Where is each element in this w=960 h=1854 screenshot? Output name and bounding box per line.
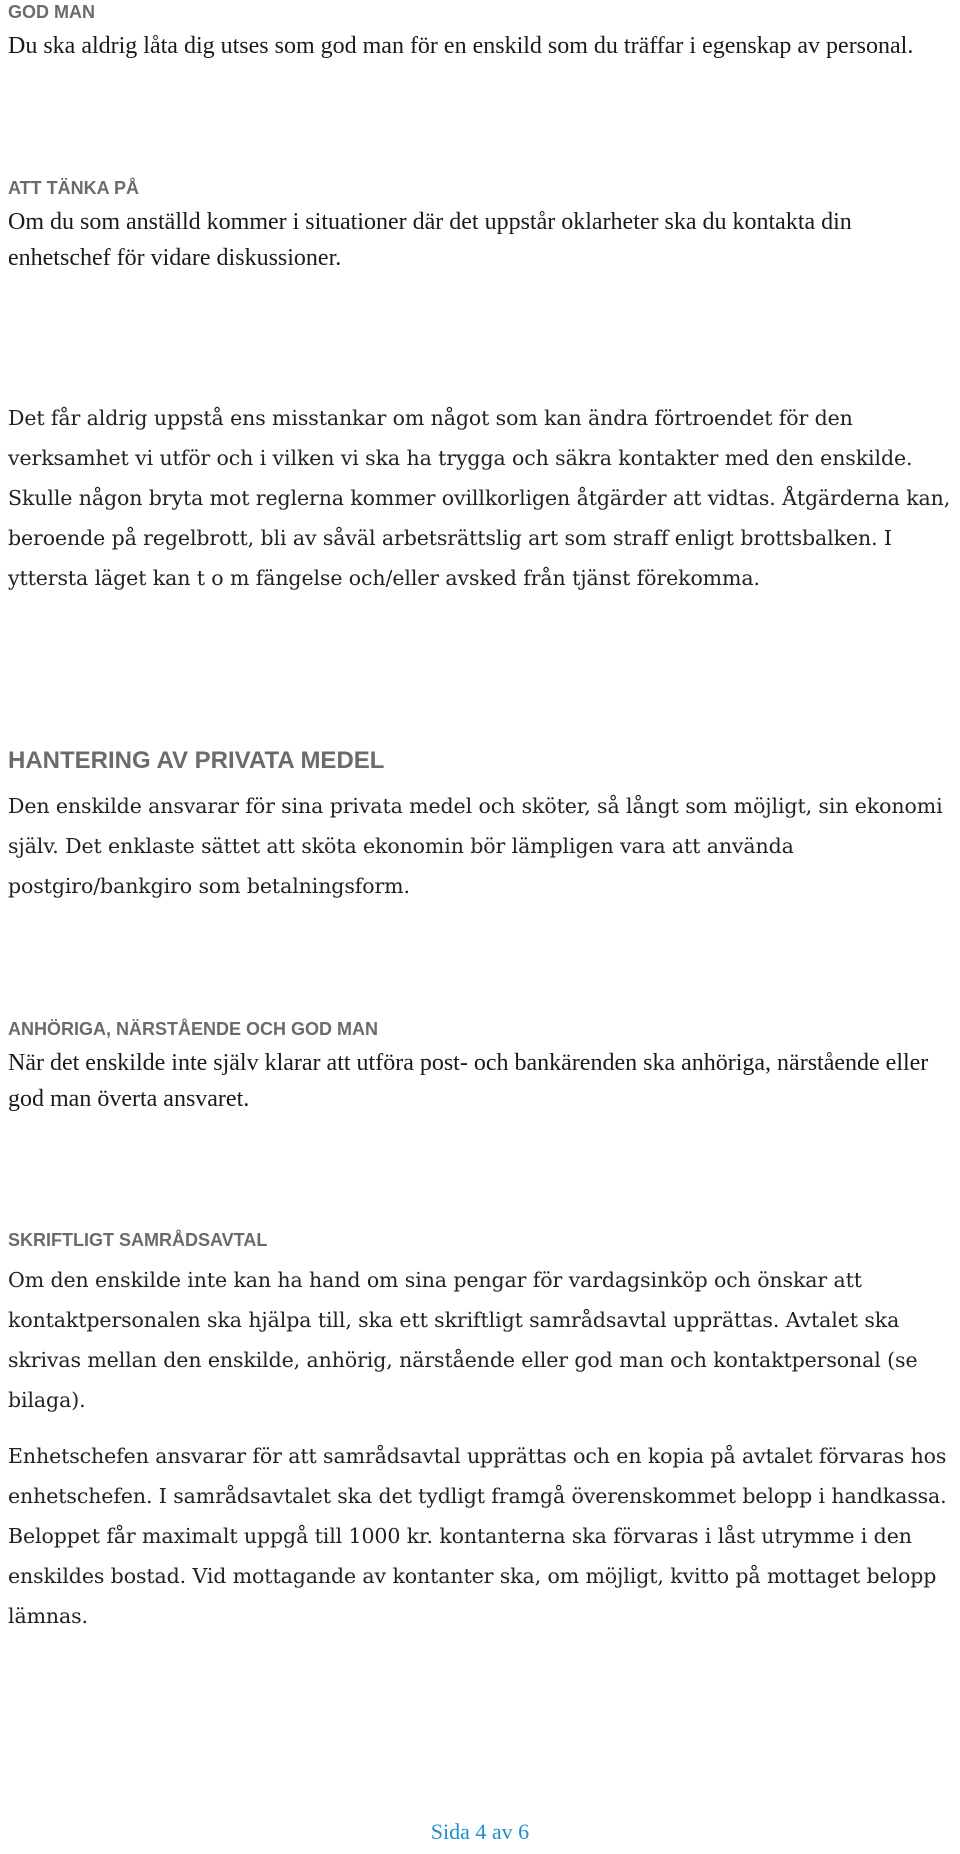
heading-hantering: HANTERING AV PRIVATA MEDEL — [8, 747, 385, 774]
page-number: Sida 4 av 6 — [430, 1819, 530, 1844]
heading-god-man: GOD MAN — [8, 2, 95, 22]
text-misstankar: Det får aldrig uppstå ens misstankar om något som kan ändra förtroendet för den verksamhet vi utför och i vilken vi ska ha trygga och säkra kontakter med den enskilde. Skulle någon bryta mot reglerna kommer ovillkorligen åtgärder att vidtas. Åtgärderna kan, beroende på regelbrott, bli av såväl arbetsrättslig art som straff enligt brottsbalken. I yttersta läget kan t o m fängelse och/eller avsked från tjänst förekomma. — [8, 406, 951, 590]
text-samradsavtal: Om den enskilde inte kan ha hand om sina pengar för vardagsinköp och önskar att kontaktpersonalen ska hjälpa till, ska ett skriftligt samrådsavtal upprättas. Avtalet ska skrivas mellan den enskilde, anhörig, närstående eller god man och kontaktpersonal (se bilaga). — [8, 1268, 918, 1412]
section-samradsavtal — [8, 1228, 952, 1636]
text-att-tanka-pa: Om du som anställd kommer i situationer där det uppstår oklarheter ska du kontakta din enhetschef för vidare diskussioner. — [8, 209, 852, 271]
heading-anhoriga: ANHÖRIGA, NÄRSTÅENDE OCH GOD MAN — [8, 1019, 379, 1039]
text-samradsavtal-2: Enhetschefen ansvarar för att samrådsavtal upprättas och en kopia på avtalet förvaras hos enhetschefen. I samrådsavtalet ska det tydligt framgå överenskommet belopp i handkassa. Beloppet får maximalt uppgå till 1000 kr. kontanterna ska förvaras i låst utrymme i den enskildes bostad. Vid mottagande av kontanter ska, om möjligt, kvitto på mottaget belopp lämnas. — [8, 1444, 947, 1628]
heading-att-tanka-pa: ATT TÄNKA PÅ — [8, 178, 139, 198]
heading-samradsavtal: SKRIFTLIGT SAMRÅDSAVTAL — [8, 1230, 268, 1250]
text-god-man: Du ska aldrig låta dig utses som god man för en enskild som du träffar i egenskap av personal. — [8, 33, 914, 59]
section-att-tanka-pa — [8, 176, 952, 276]
section-hantering — [8, 746, 952, 906]
text-anhoriga: När det enskilde inte själv klarar att utföra post- och bankärenden ska anhöriga, närstående eller god man överta ansvaret. — [8, 1050, 929, 1112]
text-hantering: Den enskilde ansvarar för sina privata medel och sköter, så långt som möjligt, sin ekonomi själv. Det enklaste sättet att sköta ekonomin bör lämpligen vara att använda postgiro/bankgiro som betalningsform. — [8, 794, 943, 898]
section-god-man — [8, 0, 952, 64]
section-misstankar — [8, 398, 952, 598]
section-anhoriga — [8, 1017, 952, 1117]
